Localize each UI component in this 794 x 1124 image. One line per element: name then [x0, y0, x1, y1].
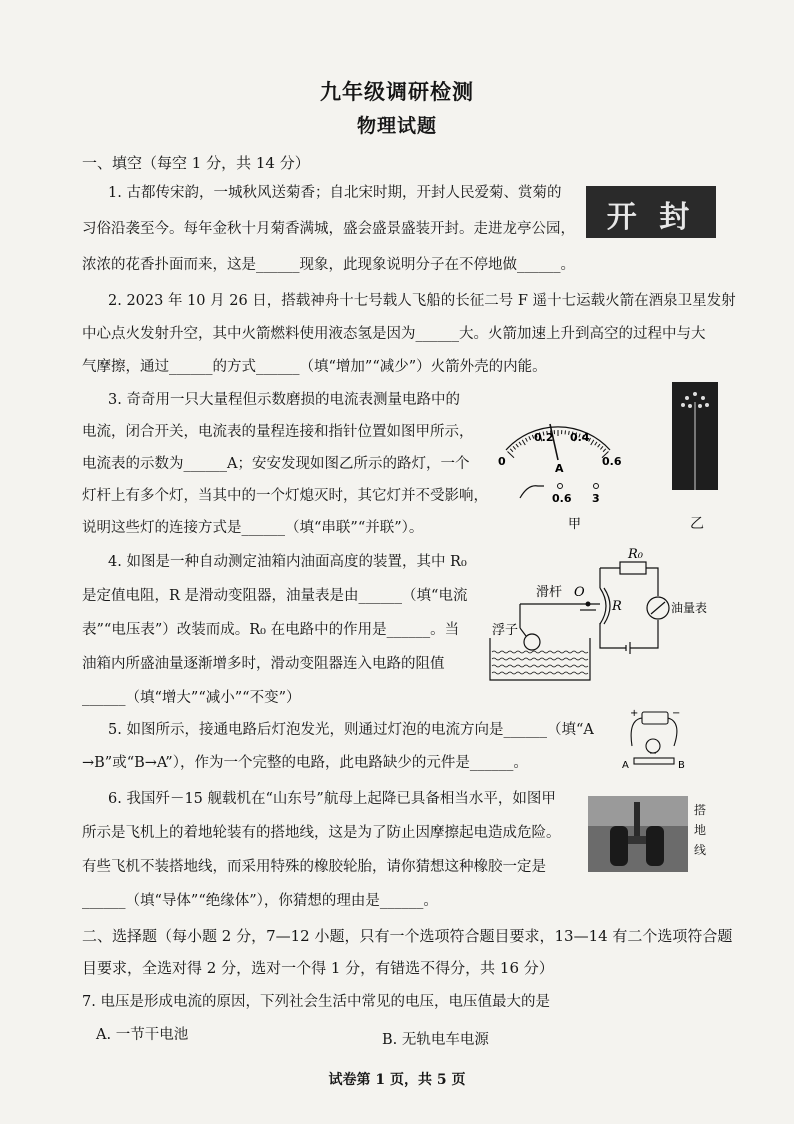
- meter-unit: A: [555, 462, 564, 475]
- q1-line-2: 习俗沿袭至今。每年金秋十月菊香满城，盛会盛景盛装开封。走进龙亭公园，: [82, 221, 575, 237]
- battery-icon: [642, 712, 668, 724]
- q3-line-5: 说明这些灯的连接方式是______（填“串联”“并联”）。: [82, 520, 424, 536]
- oil-wave: [492, 651, 588, 653]
- section2-heading-line-1: 二、选择题（每小题 2 分，7—12 小题，只有一个选项符合题目要求，13—14 有二个选项符合题: [82, 927, 733, 945]
- ground-wire-char-1: 搭: [694, 803, 707, 817]
- label-lever: 滑杆: [536, 585, 563, 600]
- terminal-label-3: 3: [592, 492, 600, 505]
- page-footer: 试卷第 1 页，共 5 页: [328, 1072, 466, 1088]
- kaifeng-photo: [586, 186, 716, 238]
- q2-line-1: 2. 2023 年 10 月 26 日，搭载神舟十七号载人飞船的长征二号 F 遥十七运载火箭在酒泉卫星发射: [108, 293, 736, 309]
- q7-option-a: A. 一节干电池: [96, 1027, 189, 1043]
- q4-line-2: 是定值电阻，R 是滑动变阻器，油量表是由______（填“电流: [82, 588, 468, 604]
- q3-line-1: 3. 奇奇用一只大量程但示数磨损的电流表测量电路中的: [108, 392, 460, 408]
- terminal-a: A: [622, 760, 629, 771]
- meter-scale-tick: [603, 449, 606, 452]
- meter-scale-tick: [591, 440, 594, 445]
- q4-line-4: 油箱内所盛油量逐渐增多时，滑动变阻器连入电路的阻值: [82, 656, 445, 672]
- q3-line-3: 电流表的示数为______A；安安发现如图乙所示的路灯，一个: [82, 456, 470, 472]
- q7-stem: 7. 电压是形成电流的原因，下列社会生活中常见的电压，电压值最大的是: [82, 994, 550, 1010]
- aircraft-wheel-photo: [588, 796, 688, 872]
- meter-scale-tick: [529, 436, 531, 440]
- ammeter-diagram: [488, 398, 628, 538]
- meter-tick-0-4: 0.4: [570, 431, 590, 444]
- meter-scale-tick: [522, 440, 525, 445]
- section1-heading: 一、填空（每空 1 分，共 14 分）: [82, 154, 310, 172]
- label-r: R: [612, 599, 622, 614]
- oil-wave: [492, 665, 588, 667]
- q6-line-3: 有些飞机不装搭地线，而采用特殊的橡胶轮胎，请你猜想这种橡胶一定是: [82, 859, 546, 875]
- battery-plus: +: [630, 708, 639, 719]
- exam-subtitle: 物理试题: [356, 115, 437, 137]
- q2-line-3: 气摩擦，通过______的方式______（填“增加”“减少”）火箭外壳的内能。: [82, 359, 547, 375]
- label-pivot: O: [574, 585, 585, 600]
- label-r0: R₀: [628, 548, 643, 562]
- meter-tick-0-6: 0.6: [602, 455, 622, 468]
- q4-line-3: 表”“电压表”）改装而成。R₀ 在电路中的作用是______。当: [82, 622, 460, 638]
- meter-scale-tick: [513, 446, 516, 449]
- terminal-b: B: [678, 760, 685, 771]
- ground-wire-char-2: 地: [694, 823, 707, 837]
- meter-scale-tick: [595, 442, 597, 445]
- meter-scale-tick: [598, 444, 600, 447]
- q4-line-5: ______（填“增大”“减小”“不变”）: [82, 690, 301, 706]
- terminal-label-0-6: 0.6: [552, 492, 572, 505]
- bulb-circuit-diagram: [616, 706, 706, 778]
- label-oil-meter: 油量表: [671, 601, 708, 615]
- meter-scale-tick: [508, 451, 514, 457]
- q6-line-1: 6. 我国歼－15 舰载机在“山东号”航母上起降已具备相当水平，如图甲: [108, 791, 556, 807]
- oil-wave: [492, 672, 588, 674]
- exam-title: 九年级调研检测: [320, 79, 474, 104]
- oil-wave: [492, 658, 588, 660]
- q3-line-4: 灯杆上有多个灯，当其中的一个灯熄灭时，其它灯并不受影响，: [82, 488, 488, 504]
- ground-wire-label: [694, 800, 708, 860]
- kaifeng-photo-text: 开 封: [606, 200, 696, 235]
- battery-minus: −: [672, 708, 681, 719]
- q4-line-1: 4. 如图是一种自动测定油箱内油面高度的装置，其中 R₀: [108, 554, 467, 570]
- q5-line-2: →B”或“B→A”），作为一个完整的电路，此电路缺少的元件是______。: [82, 755, 528, 771]
- street-lamp-photo: [672, 382, 718, 490]
- q6-line-4: ______（填“导体”“绝缘体”），你猜想的理由是______。: [82, 893, 438, 909]
- q1-line-3: 浓浓的花香扑面而来，这是______现象，此现象说明分子在不停地做______。: [82, 257, 575, 273]
- meter-scale-tick: [519, 442, 521, 445]
- meter-tick-0-2: 0.2: [534, 431, 554, 444]
- meter-scale-tick: [510, 449, 513, 452]
- meter-scale-tick: [600, 446, 603, 449]
- meter-scale-tick: [516, 444, 518, 447]
- q1-line-1: 1. 古都传宋韵，一城秋风送菊香；自北宋时期，开封人民爱菊、赏菊的: [108, 185, 562, 201]
- q6-line-2: 所示是飞机上的着地轮装有的搭地线，这是为了防止因摩擦起电造成危险。: [82, 825, 561, 841]
- meter-tick-0: 0: [498, 455, 506, 468]
- terminal-0-6: [558, 484, 563, 489]
- meter-scale-tick: [525, 438, 527, 442]
- q5-line-1: 5. 如图所示，接通电路后灯泡发光，则通过灯泡的电流方向是______（填“A: [108, 722, 594, 738]
- ground-wire-char-3: 线: [694, 843, 707, 857]
- q2-line-2: 中心点火发射升空，其中火箭燃料使用液态氢是因为______大。火箭加速上升到高空的过程中与大: [82, 326, 706, 342]
- q3-line-2: 电流，闭合开关，电流表的量程连接和指针位置如图甲所示，: [82, 424, 474, 440]
- q7-option-b: B. 无轨电车电源: [382, 1032, 489, 1048]
- section2-heading-line-2: 目要求，全选对得 2 分，选对一个得 1 分，有错选不得分，共 16 分）: [82, 959, 554, 977]
- aircraft-wheel-icon: [588, 796, 688, 872]
- label-float: 浮子: [492, 623, 519, 638]
- street-lamp-icon: [672, 382, 718, 490]
- caption-jia: 甲: [568, 517, 582, 532]
- oil-gauge-diagram: [480, 548, 720, 688]
- terminal-3: [594, 484, 599, 489]
- bulb-icon: [646, 739, 660, 753]
- caption-yi: 乙: [690, 516, 704, 532]
